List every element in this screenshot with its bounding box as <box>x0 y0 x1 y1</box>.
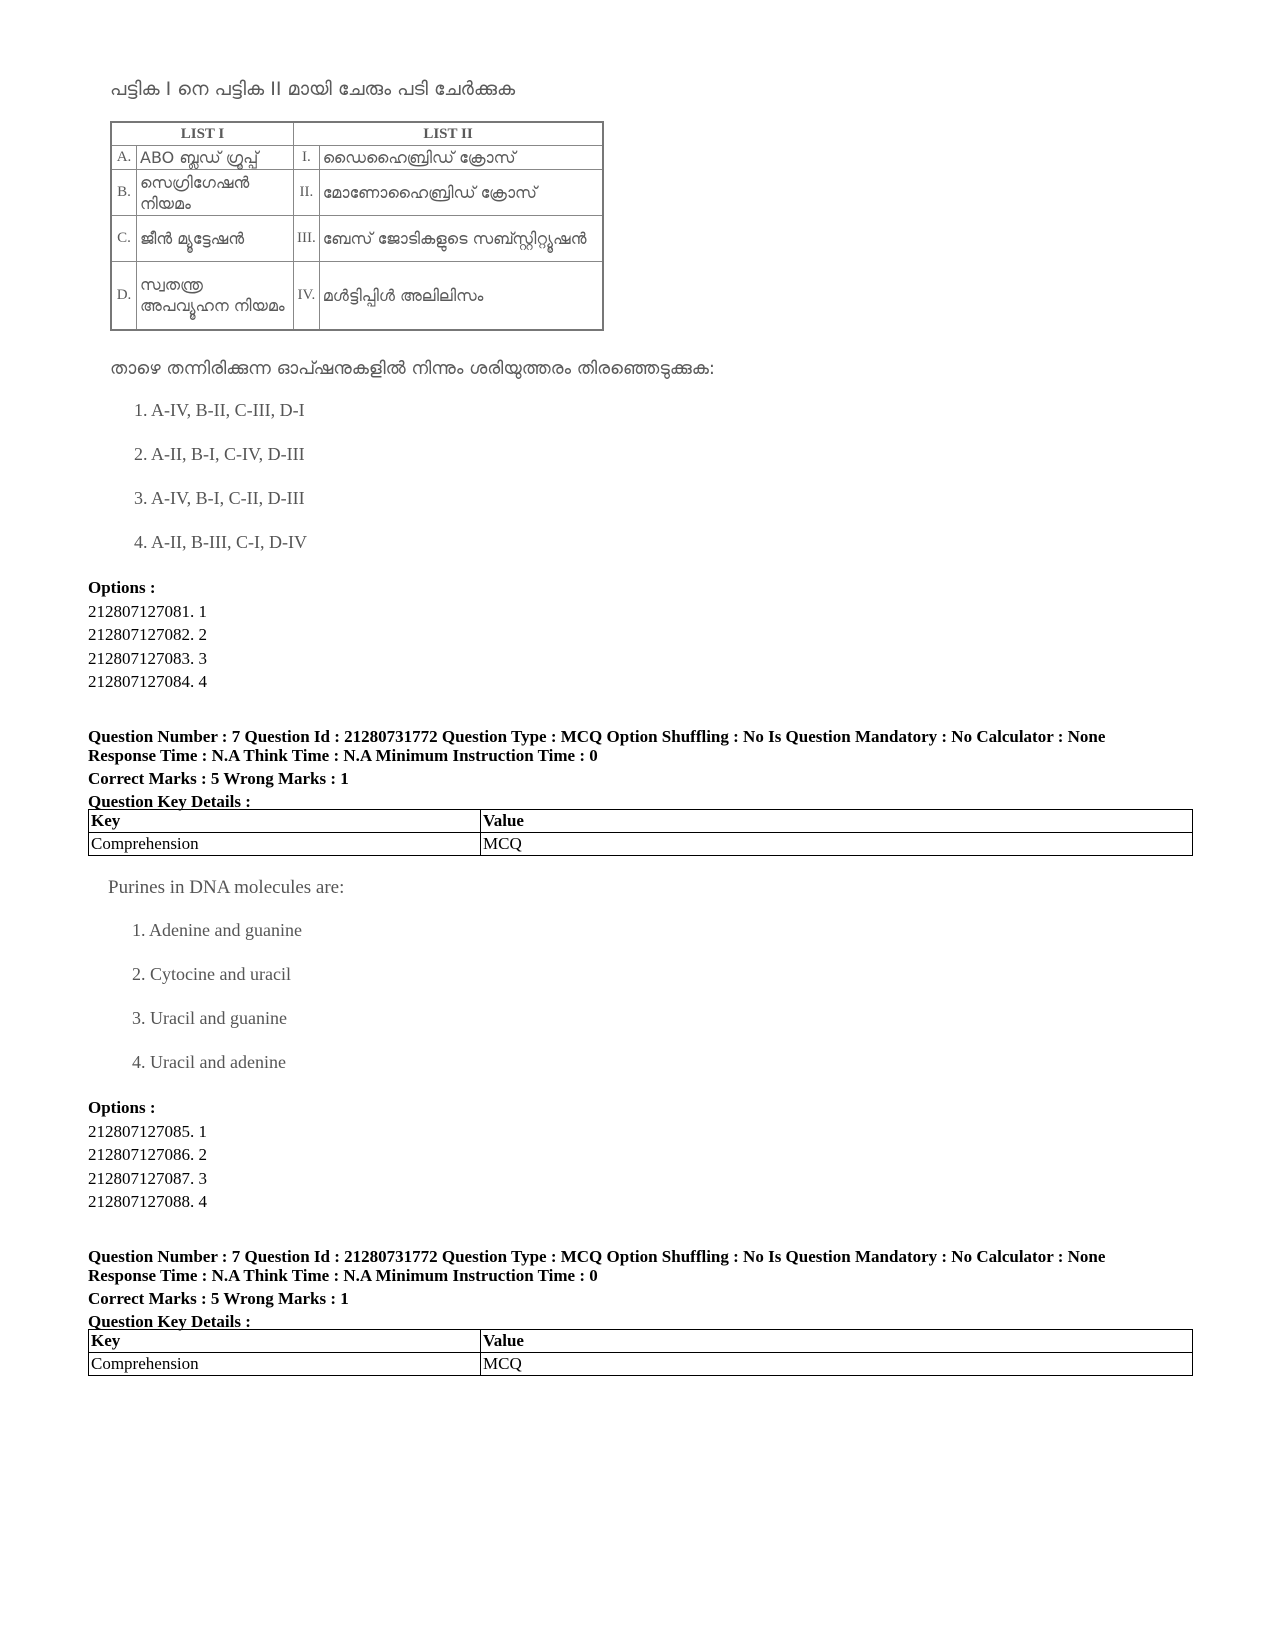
key-table-row <box>89 1353 1193 1376</box>
meta-line: Response Time : N.A Think Time : N.A Minimum Instruction Time : 0 <box>88 746 598 765</box>
option-id: 212807127083. 3 <box>88 648 207 668</box>
meta-line: Question Number : 7 Question Id : 21280731772 Question Type : MCQ Option Shuffling : No Is Question Mandatory : No Calculator : None <box>88 1247 1106 1266</box>
value-header: Value <box>481 810 1193 833</box>
match-row <box>111 170 603 216</box>
key-header: Key <box>89 810 481 833</box>
question-text: താഴെ തന്നിരിക്കുന്ന ഓപ്ഷനുകളിൽ നിന്നും ശരിയുത്തരം തിരഞ്ഞെടുക്കുക: <box>110 358 715 379</box>
marks-line: Correct Marks : 5 Wrong Marks : 1 <box>88 769 349 788</box>
marks-line: Correct Marks : 5 Wrong Marks : 1 <box>88 1289 349 1308</box>
key-table <box>88 1329 1193 1376</box>
option-id: 212807127088. 4 <box>88 1192 207 1211</box>
row-roman: III. <box>294 216 320 262</box>
match-row <box>111 146 603 170</box>
key-table-header <box>89 810 1193 833</box>
option-id: 212807127081. 1 <box>88 601 207 621</box>
option-id: 212807127087. 3 <box>88 1168 207 1188</box>
options-block <box>88 1096 207 1214</box>
meta-line: Response Time : N.A Think Time : N.A Minimum Instruction Time : 0 <box>88 1266 598 1285</box>
row-item: ജീൻ മ്യൂട്ടേഷൻ <box>137 216 294 262</box>
option-id: 212807127084. 4 <box>88 672 207 691</box>
key-details-label: Question Key Details : <box>88 792 251 811</box>
row-roman: I. <box>294 146 320 170</box>
options-block <box>88 576 207 694</box>
list1-header: LIST I <box>111 122 294 146</box>
choice: 4. Uracil and adenine <box>132 1052 286 1072</box>
row-letter: B. <box>111 170 137 216</box>
row-match: ബേസ് ജോടികളുടെ സബ്സ്റ്റിറ്റ്യൂഷൻ <box>319 216 603 262</box>
option-id: 212807127085. 1 <box>88 1121 207 1141</box>
options-label: Options : <box>88 1098 156 1117</box>
choice: 4. A-II, B-III, C-I, D-IV <box>134 532 307 552</box>
choice: 3. A-IV, B-I, C-II, D-III <box>134 488 305 508</box>
question-meta <box>88 727 1105 811</box>
match-row <box>111 216 603 262</box>
value-cell: MCQ <box>481 1353 1193 1376</box>
match-row <box>111 262 603 330</box>
key-cell: Comprehension <box>89 1353 481 1376</box>
value-cell: MCQ <box>481 833 1193 856</box>
key-table-row <box>89 833 1193 856</box>
row-letter: D. <box>111 262 137 330</box>
option-id: 212807127086. 2 <box>88 1145 207 1164</box>
choice: 2. Cytocine and uracil <box>132 964 291 984</box>
match-table-header <box>111 122 603 146</box>
list2-header: LIST II <box>294 122 604 146</box>
row-roman: II. <box>294 170 320 216</box>
value-header: Value <box>481 1330 1193 1353</box>
row-item: ABO ബ്ലഡ് ഗ്രൂപ്പ് <box>137 146 294 170</box>
match-table <box>110 121 604 331</box>
row-letter: C. <box>111 216 137 262</box>
key-header: Key <box>89 1330 481 1353</box>
option-id: 212807127082. 2 <box>88 625 207 644</box>
meta-line: Question Number : 7 Question Id : 21280731772 Question Type : MCQ Option Shuffling : No Is Question Mandatory : No Calculator : None <box>88 727 1106 746</box>
row-letter: A. <box>111 146 137 170</box>
key-table-header <box>89 1330 1193 1353</box>
question-meta <box>88 1247 1105 1331</box>
row-match: മോണോഹൈബ്രിഡ് ക്രോസ് <box>319 170 603 216</box>
key-details-label: Question Key Details : <box>88 1312 251 1331</box>
choice: 1. A-IV, B-II, C-III, D-I <box>134 400 305 420</box>
options-label: Options : <box>88 578 156 597</box>
key-table <box>88 809 1193 856</box>
row-match: മൾട്ടിപ്പിൾ അലിലിസം <box>319 262 603 330</box>
row-roman: IV. <box>294 262 320 330</box>
row-item: സെഗ്രിഗേഷൻ നിയമം <box>137 170 294 216</box>
question-text: Purines in DNA molecules are: <box>108 877 345 898</box>
key-cell: Comprehension <box>89 833 481 856</box>
choice: 1. Adenine and guanine <box>132 920 302 940</box>
row-item: സ്വതന്ത്ര അപവ്യൂഹന നിയമം <box>137 262 294 330</box>
choice: 3. Uracil and guanine <box>132 1008 287 1028</box>
choice: 2. A-II, B-I, C-IV, D-III <box>134 444 305 464</box>
row-match: ഡൈഹൈബ്രിഡ് ക്രോസ് <box>319 146 603 170</box>
match-instruction: പട്ടിക I നെ പട്ടിക II മായി ചേരും പടി ചേർക്കുക <box>110 78 516 100</box>
